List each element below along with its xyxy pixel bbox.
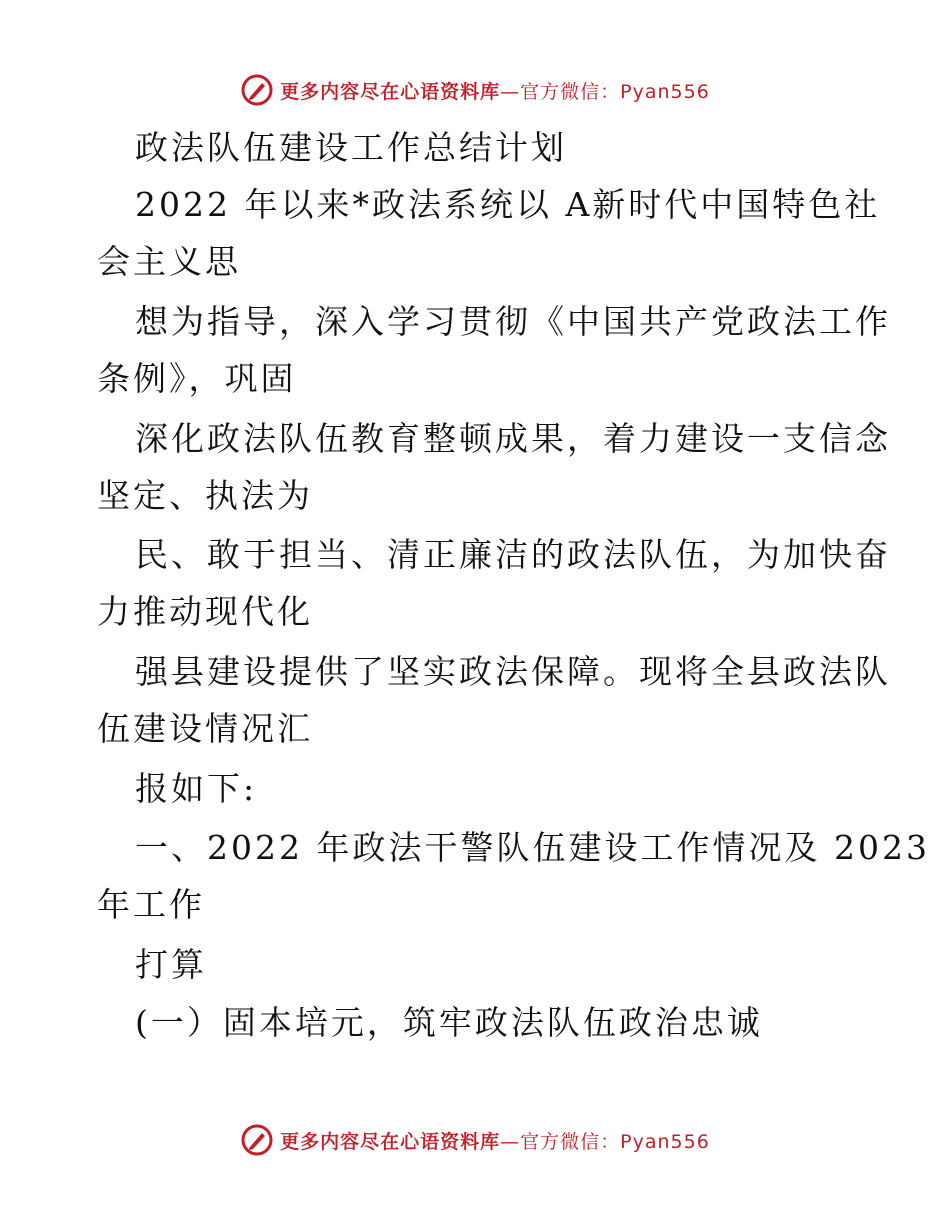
section-heading: 年工作	[97, 885, 205, 924]
footer-banner-separator: —	[500, 1130, 521, 1153]
header-banner-wechat: 官方微信：Pyan556	[520, 80, 710, 103]
section-heading: 打算	[135, 945, 207, 984]
header-banner-text	[280, 77, 710, 104]
header-banner-separator: —	[500, 80, 521, 103]
paragraph-line: 坚定、执法为	[97, 476, 313, 515]
paragraph-line: 条例》，巩固	[97, 359, 297, 398]
pen-logo-icon	[240, 73, 274, 107]
paragraph-line: 想为指导，深入学习贯彻《中国共产党政法工作	[135, 302, 891, 341]
paragraph-line: 2022 年以来*政法系统以 A新时代中国特色社	[135, 185, 881, 224]
pen-logo-icon	[240, 1123, 274, 1157]
paragraph-line: 力推动现代化	[97, 592, 313, 631]
footer-banner	[0, 1120, 950, 1160]
footer-banner-wechat: 官方微信：Pyan556	[520, 1130, 710, 1153]
paragraph-line: 深化政法队伍教育整顿成果，着力建设一支信念	[135, 419, 891, 458]
header-banner-title: 更多内容尽在心语资料库	[280, 80, 501, 103]
section-heading: 一、2022 年政法干警队伍建设工作情况及 2023	[135, 828, 930, 867]
subsection-heading: (一）固本培元，筑牢政法队伍政治忠诚	[135, 1003, 763, 1042]
footer-banner-title: 更多内容尽在心语资料库	[280, 1130, 501, 1153]
paragraph-line: 民、敢于担当、清正廉洁的政法队伍，为加快奋	[135, 535, 891, 574]
paragraph-line: 伍建设情况汇	[97, 709, 313, 748]
paragraph-line: 强县建设提供了坚实政法保障。现将全县政法队	[135, 652, 891, 691]
paragraph-line: 会主义思	[97, 242, 241, 281]
paragraph-line: 报如下:	[135, 769, 258, 808]
header-banner	[0, 70, 950, 110]
footer-banner-text	[280, 1127, 710, 1154]
document-title: 政法队伍建设工作总结计划	[135, 128, 567, 167]
